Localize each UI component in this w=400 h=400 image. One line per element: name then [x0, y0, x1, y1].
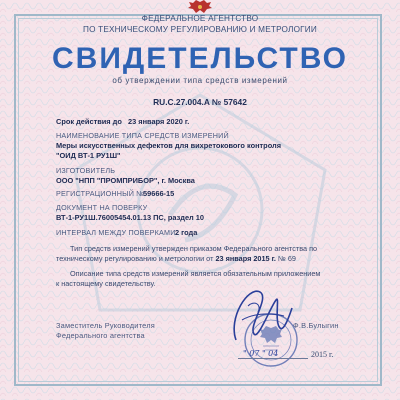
- instrument-label: НАИМЕНОВАНИЕ ТИПА СРЕДСТВ ИЗМЕРЕНИЙ: [56, 131, 229, 140]
- instrument-name-line1: Меры искусственных дефектов для вихретокового контроля: [56, 141, 282, 150]
- document-title: СВИДЕТЕЛЬСТВО: [52, 42, 348, 75]
- handwritten-signature-icon: [218, 278, 298, 358]
- approval-line1: Тип средств измерений утвержден приказом Федерального агентства по: [70, 244, 318, 253]
- manufacturer-label: ИЗГОТОВИТЕЛЬ: [56, 166, 116, 175]
- validity-label: Срок действия до: [56, 117, 122, 126]
- signatory-position-line2: Федерального агентства: [56, 331, 145, 340]
- verification-label: ДОКУМЕНТ НА ПОВЕРКУ: [56, 203, 148, 212]
- interval-value: 2 года: [175, 228, 198, 237]
- appendix-line2: к настоящему свидетельству.: [56, 279, 156, 288]
- agency-name-line1: ФЕДЕРАЛЬНОЕ АГЕНТСТВО: [141, 14, 259, 23]
- registration-value: 59666-15: [143, 189, 175, 198]
- signatory-position-line1: Заместитель Руководителя: [56, 321, 155, 330]
- date-underline: [238, 358, 308, 359]
- registration-label: РЕГИСТРАЦИОННЫЙ №: [56, 189, 145, 198]
- instrument-name-line2: "ОИД ВТ-1 РУ1Ш": [56, 151, 121, 160]
- double-headed-eagle-icon: [187, 0, 213, 14]
- manufacturer-value: ООО "НПП "ПРОМПРИБОР", г. Москва: [56, 176, 195, 185]
- signature-year: 2015 г.: [311, 350, 334, 359]
- signatory-name: Ф.В.Булыгин: [293, 321, 339, 330]
- interval-label: ИНТЕРВАЛ МЕЖДУ ПОВЕРКАМИ: [56, 228, 176, 237]
- registration-number: RU.C.27.004.A № 57642: [153, 97, 247, 107]
- validity-value: 23 января 2020 г.: [128, 117, 190, 126]
- appendix-line1: Описание типа средств измерений является обязательным приложением: [70, 269, 321, 278]
- signature-date-handwritten: " 07 " 04: [243, 349, 279, 358]
- document-subtitle: об утверждении типа средств измерений: [112, 76, 288, 85]
- verification-value: ВТ-1-РУ1Ш.76005454.01.13 ПС, раздел 10: [56, 213, 205, 222]
- agency-name-line2: ПО ТЕХНИЧЕСКОМУ РЕГУЛИРОВАНИЮ И МЕТРОЛОГИИ: [83, 25, 317, 34]
- approval-line2: техническому регулированию и метрологии от 23 января 2015 г. № 69: [56, 254, 296, 263]
